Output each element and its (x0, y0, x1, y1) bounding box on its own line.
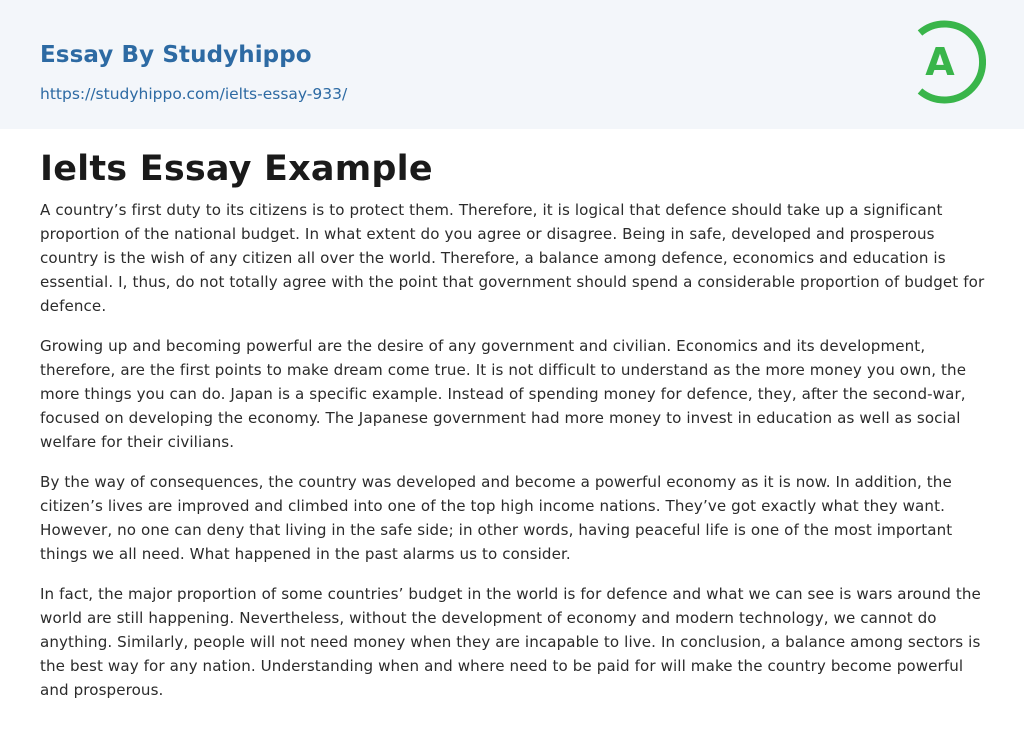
paragraph-4: In fact, the major proportion of some countries’ budget in the world is for defence and what we can see is wars around the world are still happening. Nevertheless, without the development of economy and modern technology, we cannot do anything. Similarly, people will not need money when they are incapable to live. In conclusion, a balance among sectors is the best way for any nation. Understanding when and where need to be paid for will make the country become powerful and prosperous. (40, 585, 981, 699)
brand-title: Essay By Studyhippo (40, 42, 312, 68)
page-title: Ielts Essay Example (40, 149, 433, 189)
studyhippo-logo-icon[interactable] (912, 20, 986, 104)
site-header (0, 0, 1024, 129)
article (0, 147, 1024, 702)
paragraph-1: A country’s first duty to its citizens is to protect them. Therefore, it is logical that defence should take up a significant proportion of the national budget. In what extent do you agree or disagree. Being in safe, developed and prosperous country is the wish of any citizen all over the world. Therefore, a balance among defence, economics and education is essential. I, thus, do not totally agree with the point that government should spend a considerable proportion of budget for defence. (40, 201, 985, 315)
source-url-link[interactable]: https://studyhippo.com/ielts-essay-933/ (40, 85, 348, 103)
paragraph-2: Growing up and becoming powerful are the desire of any government and civilian. Economics and its development, therefore, are the first points to make dream come true. It is not difficult to understand as the more money you own, the more things you can do. Japan is a specific example. Instead of spending money for defence, they, after the second-war, focused on developing the economy. The Japanese government had more money to invest in education as well as social welfare for their civilians. (40, 337, 967, 451)
logo-letter: A (925, 40, 955, 84)
paragraph-3: By the way of consequences, the country was developed and become a powerful economy as it is now. In addition, the citizen’s lives are improved and climbed into one of the top high income nations. They’ve got exactly what they want. However, no one can deny that living in the safe side; in other words, having peaceful life is one of the most important things we all need. What happened in the past alarms us to consider. (40, 473, 953, 563)
